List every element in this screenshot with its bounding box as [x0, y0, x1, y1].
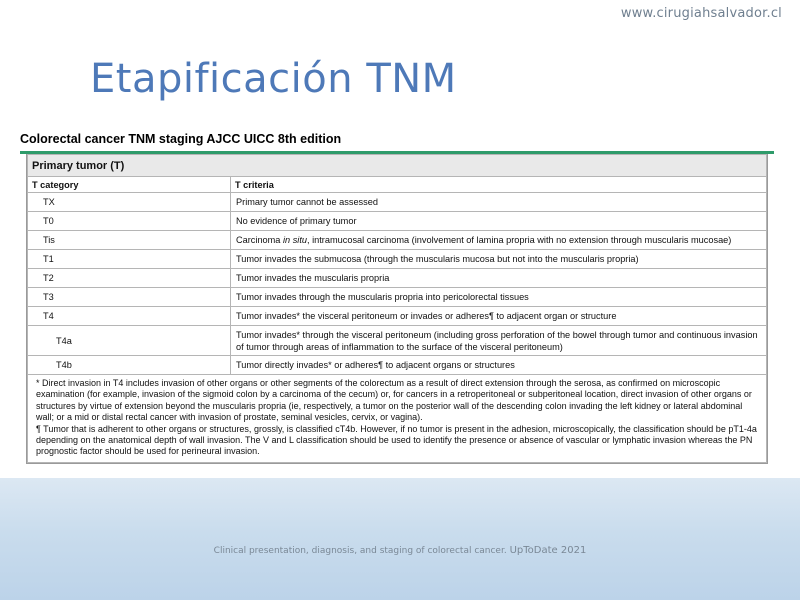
column-header-criteria: T criteria: [231, 177, 767, 193]
table-row: [28, 269, 767, 288]
citation-text: Clinical presentation, diagnosis, and staging of colorectal cancer.: [213, 546, 507, 556]
table-row: [28, 250, 767, 269]
t-criteria: [231, 231, 767, 250]
citation: [0, 545, 800, 556]
bottom-background-band: [0, 478, 800, 600]
t-category: Tis: [28, 231, 231, 250]
t-criteria: Tumor invades* the visceral peritoneum or invades or adheres¶ to adjacent organ or structure: [231, 307, 767, 326]
table-row: [28, 356, 767, 375]
footnote-direct-invasion: * Direct invasion in T4 includes invasion of other organs or other segments of the colorectum as a result of direct extension through the serosa, as confirmed on microscopic examination (for example, invasion of the sigmoid colon by a carcinoma of the cecum) or, for cancers in a retroperitoneal or subperitoneal location, direct invasion of other organs or structures by virtue of extension beyond the muscularis propria (ie, respectively, a tumor on the posterior wall of the descending colon invading the left kidney or lateral abdominal wall; or a mid or distal rectal cancer with invasion of prostate, seminal vesicles, cervix, or vagina).: [36, 378, 752, 423]
t-category: T0: [28, 212, 231, 231]
t-criteria-post: , intramucosal carcinoma (involvement of lamina propria with no extension through muscularis mucosae): [307, 235, 732, 245]
footnotes-cell: [28, 375, 767, 463]
section-title: Primary tumor (T): [28, 155, 767, 177]
footnote-adherent-tumor: ¶ Tumor that is adherent to other organs or structures, grossly, is classified cT4b. However, if no tumor is present in the adhesion, microscopically, the classification should be pT1-4a depending on the anatomical depth of wall invasion. The V and L classification should be used to identify the presence or absence of vascular or lymphatic invasion whereas the PN prognostic factor should be used for perineural invasion.: [36, 423, 757, 457]
t-category: T4: [28, 307, 231, 326]
column-header-category: T category: [28, 177, 231, 193]
staging-table: [27, 154, 767, 463]
t-category: TX: [28, 193, 231, 212]
t-category: T3: [28, 288, 231, 307]
t-criteria: Tumor invades through the muscularis propria into pericolorectal tissues: [231, 288, 767, 307]
table-row: [28, 288, 767, 307]
staging-table-figure: [20, 132, 774, 464]
t-criteria: No evidence of primary tumor: [231, 212, 767, 231]
table-row: [28, 193, 767, 212]
table-row: [28, 212, 767, 231]
t-category: T4b: [28, 356, 231, 375]
section-header-row: [28, 155, 767, 177]
table-box: [26, 154, 768, 464]
table-row: [28, 307, 767, 326]
table-row: [28, 326, 767, 356]
table-heading: Colorectal cancer TNM staging AJCC UICC 8th edition: [20, 132, 342, 146]
t-category: T4a: [28, 326, 231, 356]
table-row: [28, 231, 767, 250]
footnotes-row: [28, 375, 767, 463]
slide-title: Etapificación TNM: [90, 56, 457, 102]
site-url: www.cirugiahsalvador.cl: [620, 6, 782, 21]
t-criteria: Tumor invades the muscularis propria: [231, 269, 767, 288]
t-category: T2: [28, 269, 231, 288]
t-criteria-pre: Carcinoma: [236, 235, 283, 245]
t-criteria-emphasis: in situ: [282, 235, 307, 245]
t-criteria: Tumor invades the submucosa (through the muscularis mucosa but not into the muscularis propria): [231, 250, 767, 269]
t-criteria: Tumor directly invades* or adheres¶ to adjacent organs or structures: [231, 356, 767, 375]
t-criteria: Tumor invades* through the visceral peritoneum (including gross perforation of the bowel through tumor and continuous invasion of tumor through areas of inflammation to the surface of the visceral peritoneum): [231, 326, 767, 356]
column-header-row: [28, 177, 767, 193]
t-criteria: Primary tumor cannot be assessed: [231, 193, 767, 212]
t-category: T1: [28, 250, 231, 269]
citation-source: UpToDate 2021: [509, 545, 587, 556]
